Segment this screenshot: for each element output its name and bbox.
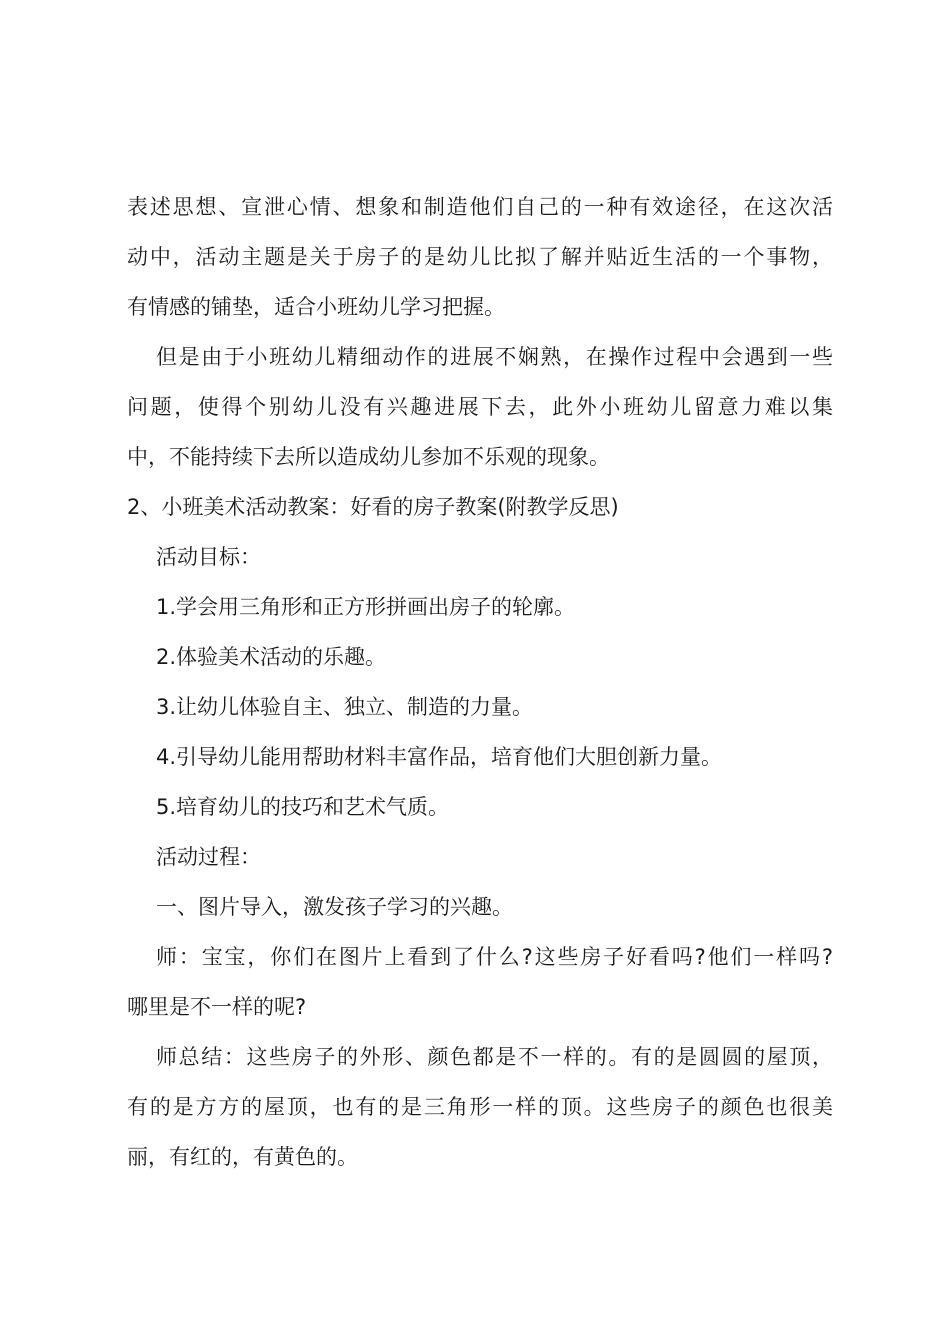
paragraph-reflection-problems: [127, 332, 833, 482]
text-line: 表述思想、宣泄心情、想象和制造他们自己的一种有效途径，在这次活: [127, 195, 833, 219]
text-line: 有情感的铺垫，适合小班幼儿学习把握。: [127, 295, 505, 319]
goal-item-4: [127, 732, 833, 782]
goal-item-5: [127, 782, 833, 832]
text-line: 丽，有红的，有黄色的。: [127, 1145, 358, 1169]
goal-item-3: [127, 682, 833, 732]
text-line: 有的是方方的屋顶，也有的是三角形一样的顶。这些房子的颜色也很美: [127, 1095, 833, 1119]
text-line: 4.引导幼儿能用帮助材料丰富作品，培育他们大胆创新力量。: [156, 745, 723, 769]
text-line: 哪里是不一样的呢?: [127, 995, 307, 1019]
text-line: 师总结：这些房子的外形、颜色都是不一样的。有的是圆圆的屋顶，: [156, 1045, 833, 1069]
process-heading: [127, 832, 833, 882]
text-line: 一、图片导入，激发孩子学习的兴趣。: [156, 895, 513, 919]
paragraph-art-expression: [127, 182, 833, 332]
goal-item-1: [127, 582, 833, 632]
text-line: 但是由于小班幼儿精细动作的进展不娴熟，在操作过程中会遇到一些: [156, 345, 833, 369]
teacher-question: [127, 932, 833, 1032]
text-line: 2.体验美术活动的乐趣。: [156, 645, 387, 669]
text-line: 动中，活动主题是关于房子的是幼儿比拟了解并贴近生活的一个事物，: [127, 245, 833, 269]
process-step-1: [127, 882, 833, 932]
text-line: 5.培育幼儿的技巧和艺术气质。: [156, 795, 450, 819]
text-line: 中，不能持续下去所以造成幼儿参加不乐观的现象。: [127, 445, 610, 469]
text-line: 1.学会用三角形和正方形拼画出房子的轮廓。: [156, 595, 576, 619]
goals-heading: [127, 532, 833, 582]
teacher-summary: [127, 1032, 833, 1182]
text-line: 活动过程：: [156, 845, 261, 869]
document-body: [127, 182, 833, 1182]
text-line: 2、小班美术活动教案：好看的房子教案(附教学反思): [127, 495, 619, 519]
text-line: 问题，使得个别幼儿没有兴趣进展下去，此外小班幼儿留意力难以集: [127, 395, 833, 419]
text-line: 3.让幼儿体验自主、独立、制造的力量。: [156, 695, 534, 719]
goal-item-2: [127, 632, 833, 682]
text-line: 师：宝宝，你们在图片上看到了什么?这些房子好看吗?他们一样吗?: [156, 945, 833, 969]
section-heading: [127, 482, 833, 532]
text-line: 活动目标：: [156, 545, 261, 569]
